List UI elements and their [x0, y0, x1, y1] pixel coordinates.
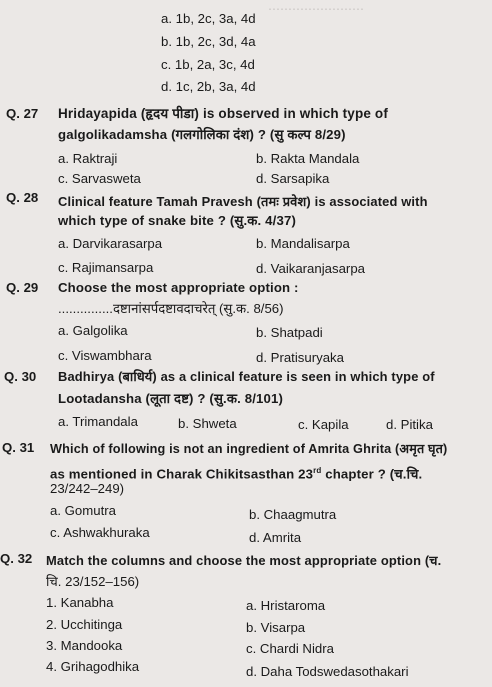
q29-text-line2: ...............दष्टानांसर्पदष्टावदाचरेत् (सु.क. 8/56) [58, 301, 284, 316]
q31-text-line2-end: chapter ? (च.चि. [321, 466, 423, 482]
q27-text-line1: Hridayapida (हृदय पीडा) is observed in which type of [58, 106, 388, 121]
q27-number: Q. 27 [6, 106, 39, 121]
q30-option-b: b. Shweta [178, 416, 237, 431]
q30-text-line1: Badhirya (बाधिर्य) as a clinical feature is seen in which type of [58, 369, 435, 384]
q28-option-a: a. Darvikarasarpa [58, 236, 163, 251]
q30-option-a: a. Trimandala [58, 414, 138, 429]
q28-option-b: b. Mandalisarpa [256, 236, 350, 251]
q32-right-item-d: d. Daha Todswedasothakari [246, 664, 409, 679]
q27-option-d: d. Sarsapika [256, 171, 330, 186]
q27-option-a: a. Raktraji [58, 151, 118, 166]
q26-option-a: a. 1b, 2c, 3a, 4d [161, 11, 256, 26]
q27-text-line2: galgolikadamsha (गलगोलिका दंश) ? (सु कल्प 8/29) [58, 127, 346, 142]
q32-number: Q. 32 [0, 551, 33, 566]
q26-option-b: b. 1b, 2c, 3d, 4a [161, 34, 256, 49]
q28-text-line2: which type of snake bite ? (सु.क. 4/37) [58, 213, 296, 228]
q31-option-c: c. Ashwakhuraka [50, 525, 150, 540]
q26-option-c: c. 1b, 2a, 3c, 4d [161, 57, 255, 72]
q32-right-item-b: b. Visarpa [246, 620, 306, 635]
q28-number: Q. 28 [6, 190, 39, 205]
q30-number: Q. 30 [4, 369, 37, 384]
q30-option-d: d. Pitika [386, 417, 433, 432]
q31-text-line2 [50, 463, 422, 482]
bleed-through-text: ⋯⋯⋯⋯⋯⋯⋯⋯ [268, 2, 364, 16]
q31-option-b: b. Chaagmutra [249, 507, 337, 522]
q31-option-a: a. Gomutra [50, 503, 116, 518]
q32-right-item-c: c. Chardi Nidra [246, 641, 334, 656]
q29-option-d: d. Pratisuryaka [256, 350, 344, 365]
q31-text-line3: 23/242–249) [50, 481, 125, 496]
q32-left-item-4: 4. Grihagodhika [46, 659, 140, 674]
q29-option-b: b. Shatpadi [256, 325, 323, 340]
q31-number: Q. 31 [2, 440, 35, 455]
q31-option-d: d. Amrita [249, 530, 302, 545]
q31-text-line2-main: as mentioned in Charak Chikitsasthan 23 [50, 466, 314, 482]
q29-option-a: a. Galgolika [58, 323, 128, 338]
q32-left-item-1: 1. Kanabha [46, 595, 114, 610]
q30-text-line2: Lootadansha (लूता दष्ट) ? (सु.क. 8/101) [58, 391, 284, 406]
q30-option-c: c. Kapila [298, 417, 349, 432]
q32-text-line1: Match the columns and choose the most appropriate option (च. [46, 553, 442, 568]
q32-left-item-2: 2. Ucchitinga [46, 617, 123, 632]
q32-text-line2: चि. 23/152–156) [46, 574, 140, 589]
q29-option-c: c. Viswambhara [58, 348, 152, 363]
q28-text-line1: Clinical feature Tamah Pravesh (तमः प्रवेश) is associated with [58, 194, 428, 209]
q28-option-c: c. Rajimansarpa [58, 260, 154, 275]
q28-option-d: d. Vaikaranjasarpa [256, 261, 365, 276]
q29-number: Q. 29 [6, 280, 39, 295]
q27-option-b: b. Rakta Mandala [256, 151, 360, 166]
q27-option-c: c. Sarvasweta [58, 171, 141, 186]
q31-text-superscript: rd [313, 466, 322, 475]
q32-right-item-a: a. Hristaroma [246, 598, 326, 613]
q26-option-d: d. 1c, 2b, 3a, 4d [161, 79, 256, 94]
q32-left-item-3: 3. Mandooka [46, 638, 123, 653]
q31-text-line1: Which of following is not an ingredient of Amrita Ghrita (अमृत घृत) [50, 442, 448, 456]
q29-text-line1: Choose the most appropriate option : [58, 280, 299, 295]
